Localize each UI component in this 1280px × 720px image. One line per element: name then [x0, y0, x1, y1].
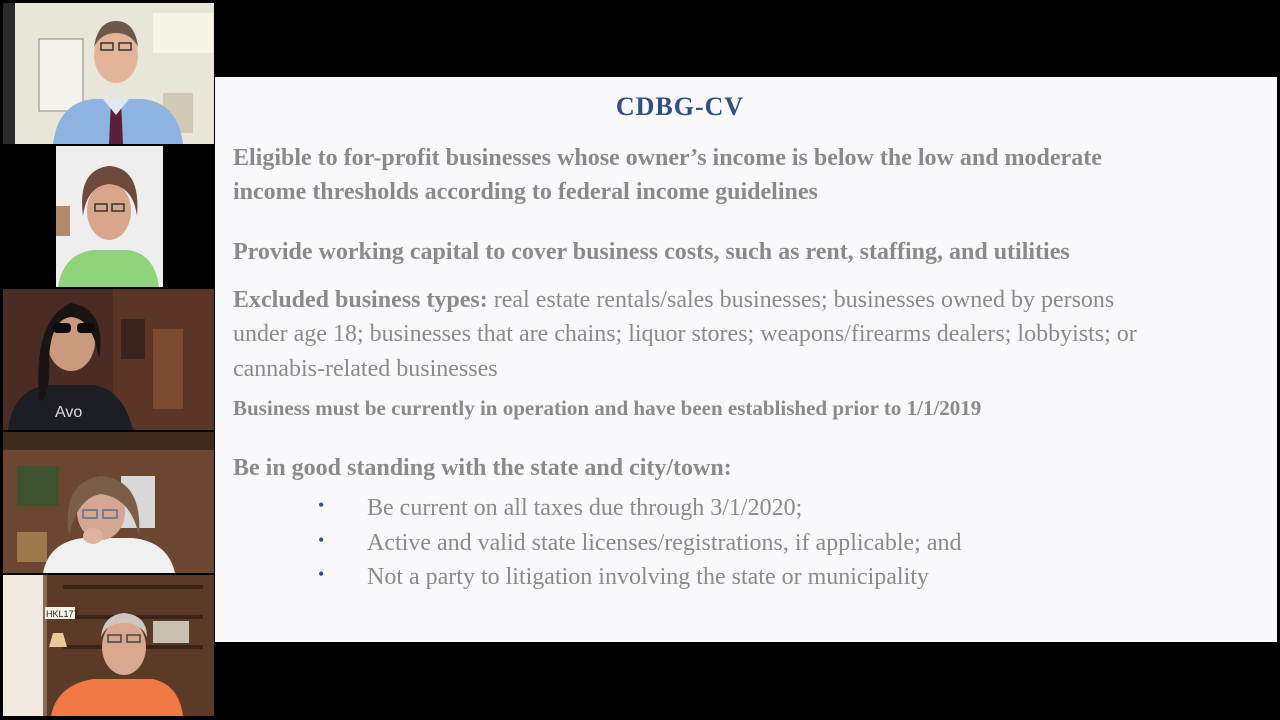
participant-2-feed: [3, 146, 214, 287]
bullet-text: Be current on all taxes due through 3/1/2020;: [367, 495, 803, 521]
bullet-dot: •: [318, 529, 325, 550]
excluded-line-1: [233, 283, 1114, 317]
bullet-dot: •: [318, 564, 325, 584]
participant-video-4[interactable]: [3, 432, 214, 573]
participant-video-2[interactable]: [3, 146, 214, 287]
bullet-item: [318, 564, 961, 599]
participant-5-sign-text: HKL177: [46, 609, 79, 619]
bullet-item: [318, 495, 961, 530]
excluded-line-3: cannabis-related businesses: [233, 356, 498, 382]
participant-3-shirt-text: Avo: [55, 404, 83, 421]
excluded-line-1-rest: real estate rentals/sales businesses; businesses owned by persons: [487, 287, 1115, 313]
participant-3-feed: [3, 289, 214, 430]
participant-video-5[interactable]: [3, 575, 214, 716]
participant-video-1[interactable]: [3, 3, 214, 144]
participant-5-feed: [3, 575, 214, 716]
participant-1-feed: [3, 3, 214, 144]
excluded-lead: Excluded business types:: [233, 287, 488, 313]
eligible-line-2: income thresholds according to federal income guidelines: [233, 179, 818, 205]
working-capital-text: Provide working capital to cover business costs, such as rent, staffing, and utilities: [233, 239, 1070, 265]
participant-video-3[interactable]: [3, 289, 214, 430]
bullet-text: Not a party to litigation involving the state or municipality: [367, 564, 929, 590]
standing-heading: Be in good standing with the state and city/town:: [233, 455, 732, 481]
excluded-line-2: under age 18; businesses that are chains; liquor stores; weapons/firearms dealers; lobbyists; or: [233, 321, 1137, 347]
bullet-dot: •: [318, 495, 325, 515]
bullet-text: Active and valid state licenses/registrations, if applicable; and: [367, 529, 962, 556]
slide-title: CDBG-CV: [615, 92, 745, 121]
bullet-item: [318, 530, 961, 565]
operation-requirement: Business must be currently in operation and have been established prior to 1/1/2019: [233, 396, 982, 420]
eligible-line-1: Eligible to for-profit businesses whose owner’s income is below the low and moderate: [233, 145, 1102, 171]
standing-bullet-list: [318, 495, 961, 599]
participant-4-feed: [3, 432, 214, 573]
